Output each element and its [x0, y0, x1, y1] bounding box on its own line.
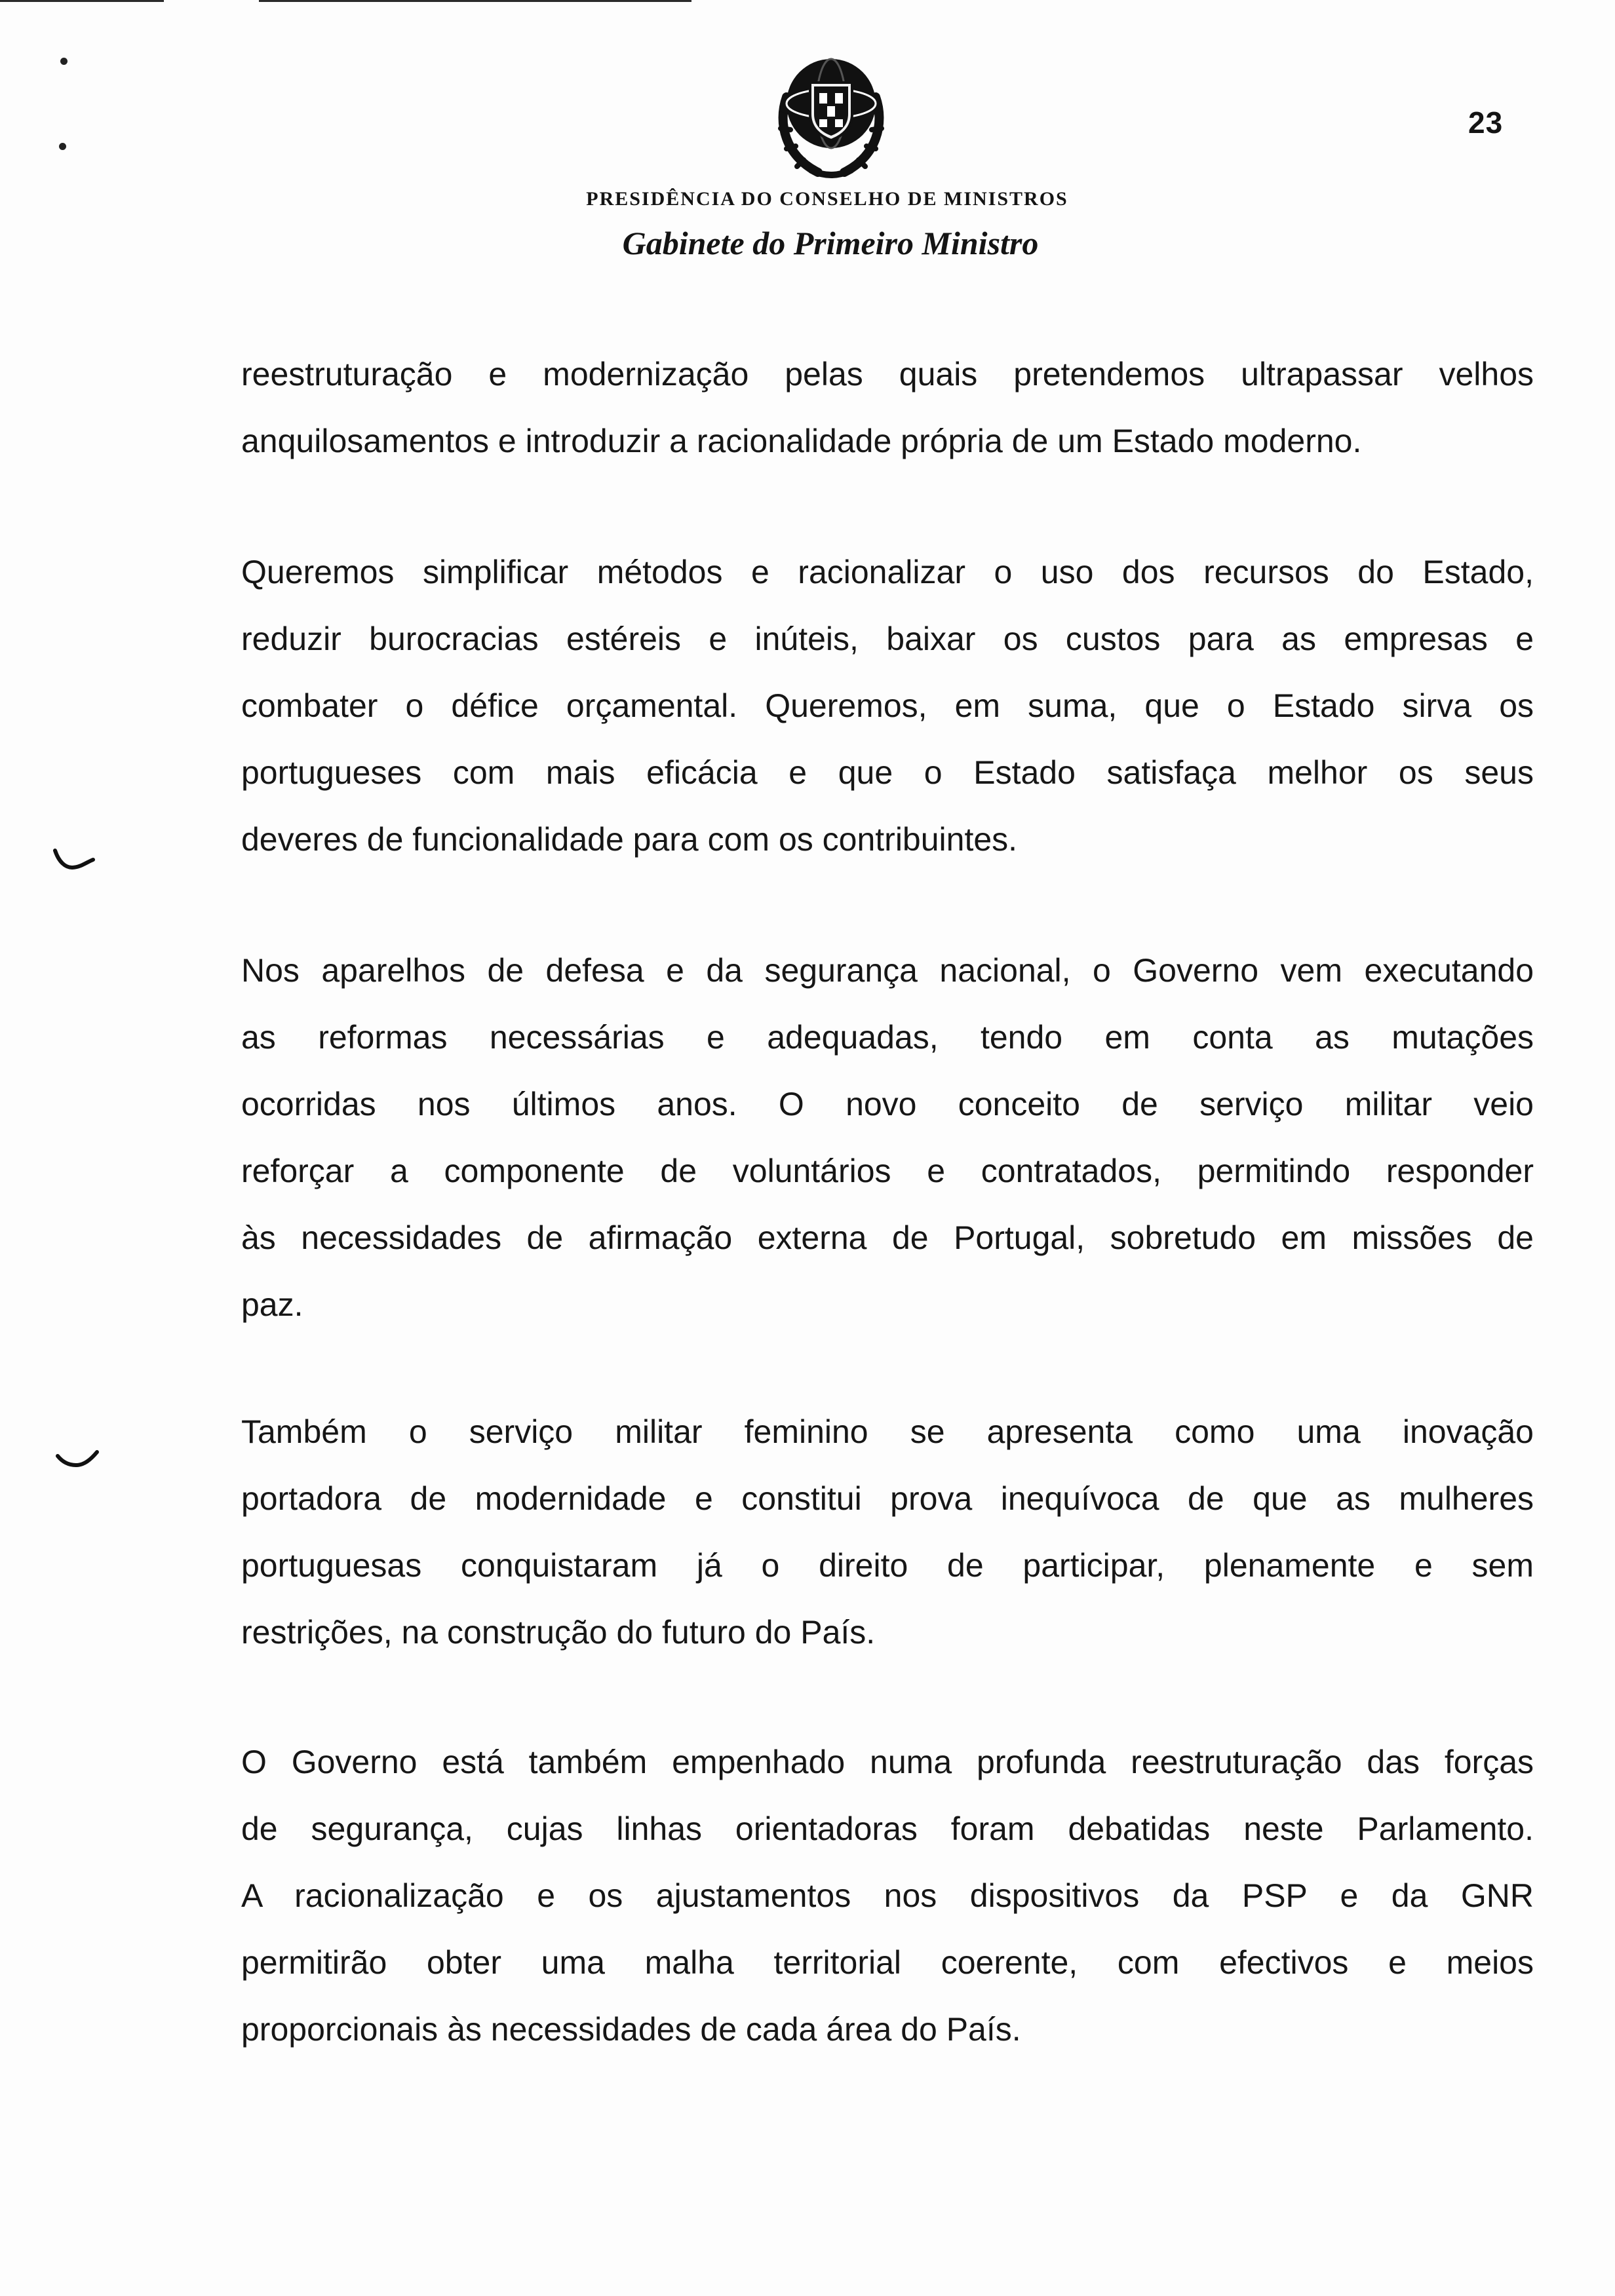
text-line: anquilosamentos e introduzir a racionalidade própria de um Estado moderno. — [241, 423, 1362, 459]
text-line: reforçar a componente de voluntários e contratados, permitindo responder — [241, 1153, 1534, 1189]
text-line: as reformas necessárias e adequadas, tendo em conta as mutações — [241, 1019, 1534, 1056]
paragraph — [241, 1398, 1534, 1666]
text-line: de segurança, cujas linhas orientadoras foram debatidas neste Parlamento. — [241, 1810, 1534, 1847]
header-organization: PRESIDÊNCIA DO CONSELHO DE MINISTROS — [586, 188, 1068, 210]
paragraph — [241, 341, 1534, 474]
text-line: Também o serviço militar feminino se apresenta como uma inovação — [241, 1413, 1534, 1450]
paragraph — [241, 1729, 1534, 2063]
margin-dot — [59, 143, 66, 150]
text-line: portadora de modernidade e constitui prova inequívoca de que as mulheres — [241, 1480, 1534, 1517]
text-line: reestruturação e modernização pelas quais pretendemos ultrapassar velhos — [241, 356, 1534, 392]
text-line: reduzir burocracias estéreis e inúteis, baixar os custos para as empresas e — [241, 621, 1534, 657]
paragraph — [241, 539, 1534, 873]
margin-dot — [60, 58, 68, 65]
text-line: paz. — [241, 1286, 303, 1323]
checkmark-icon — [51, 845, 97, 878]
top-rule — [0, 0, 164, 2]
text-line: portugueses com mais eficácia e que o Estado satisfaça melhor os seus — [241, 754, 1534, 791]
text-line: combater o défice orçamental. Queremos, em suma, que o Estado sirva os — [241, 687, 1534, 724]
text-line: ocorridas nos últimos anos. O novo conceito de serviço militar veio — [241, 1086, 1534, 1122]
checkmark-icon — [54, 1448, 100, 1481]
coat-of-arms-icon — [772, 51, 890, 182]
text-line: portuguesas conquistaram já o direito de participar, plenamente e sem — [241, 1547, 1534, 1584]
text-line: O Governo está também empenhado numa profunda reestruturação das forças — [241, 1744, 1534, 1780]
top-rule — [259, 0, 691, 2]
page-number: 23 — [1468, 105, 1504, 140]
text-line: A racionalização e os ajustamentos nos dispositivos da PSP e da GNR — [241, 1877, 1534, 1914]
text-line: deveres de funcionalidade para com os contribuintes. — [241, 821, 1018, 858]
text-line: às necessidades de afirmação externa de Portugal, sobretudo em missões de — [241, 1219, 1534, 1256]
text-line: proporcionais às necessidades de cada área do País. — [241, 2011, 1021, 2048]
paragraph — [241, 937, 1534, 1338]
text-line: permitirão obter uma malha territorial coerente, com efectivos e meios — [241, 1944, 1534, 1981]
text-line: restrições, na construção do futuro do País. — [241, 1614, 876, 1651]
header-office: Gabinete do Primeiro Ministro — [622, 225, 1039, 261]
text-line: Queremos simplificar métodos e racionalizar o uso dos recursos do Estado, — [241, 554, 1534, 590]
text-line: Nos aparelhos de defesa e da segurança nacional, o Governo vem executando — [241, 952, 1534, 989]
